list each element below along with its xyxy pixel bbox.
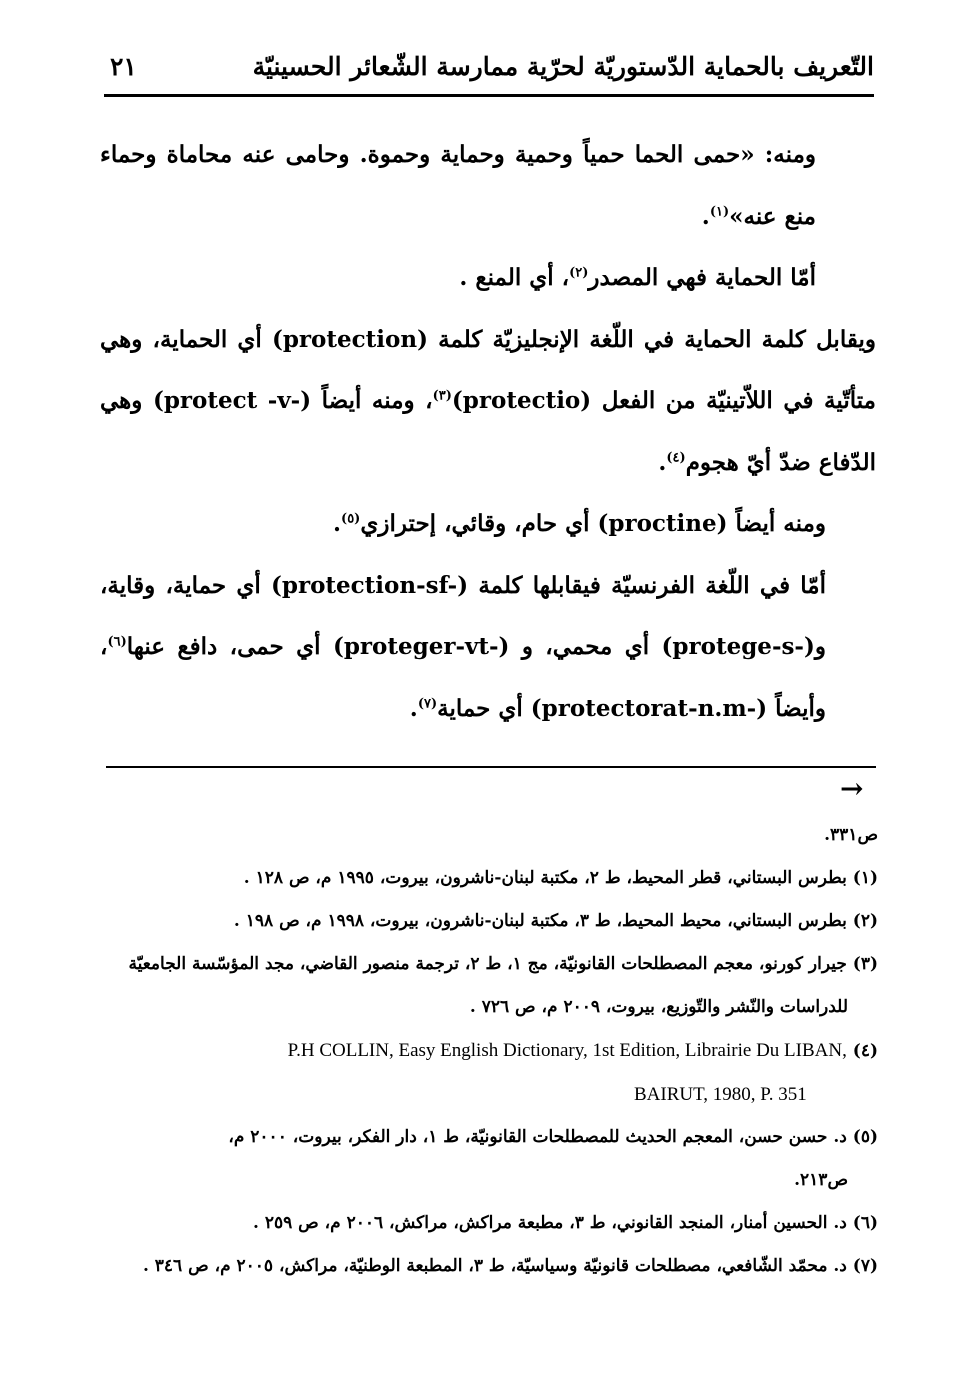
french-term: (protection-sf-) bbox=[270, 571, 469, 599]
latin-term: (protectio) bbox=[451, 387, 592, 414]
footnote-ref-3[interactable]: (٣) bbox=[432, 388, 452, 404]
page-number: ٢١ bbox=[110, 52, 137, 81]
body-text bbox=[100, 124, 876, 739]
footnotes bbox=[96, 814, 878, 1288]
paragraph-4: ومنه أيضاً (proctine) أي حام، وقائي، إحترازي$^{(٥)}$. bbox=[333, 510, 826, 537]
footnote-3-continued: للدراسات والنّشر والتّوزيع، بيروت، ٢٠٠٩ م، ص ٧٢٦ . bbox=[469, 997, 848, 1017]
french-term: (protectorat-n.m-) bbox=[530, 694, 768, 722]
paragraph-5: أمّا في اللّغة الفرنسيّة فيقابلها كلمة (protection-sf-) أي حماية، وقاية، و(protege-s-) أي محمي، و (proteger-vt-) أي حمى، دافع عنها$^{(٦)}$، وأيضاً (protectorat-n.m-) أي حماية$^{(٧)}$. bbox=[100, 571, 826, 722]
paragraph-3: ويقابل كلمة الحماية في اللّغة الإنجليزيّة كلمة (protection) أي الحماية، وهي متأتّية في اللاّتينيّة من الفعل (protectio)$^{(٣)}$، ومنه أيضاً (protect -v-) وهي الدّفاع ضدّ أيّ هجوم$^{(٤)}$. bbox=[100, 325, 876, 476]
footnote-1: (١) بطرس البستاني، قطر المحيط، ط ٢، مكتبة لبنان-ناشرون، بيروت، ١٩٩٥ م، ص ١٢٨ . bbox=[243, 868, 878, 888]
french-term: (protege-s-) bbox=[661, 633, 815, 660]
english-term: (protection) bbox=[271, 325, 428, 353]
footnote-5-continued: ص٢١٣. bbox=[794, 1170, 848, 1190]
footnote-3: (٣) جيرار كورنو، معجم المصطلحات القانونيّة، مج ١، ط ٢، ترجمة منصور القاضي، مجد المؤسّسة الجامعيّة bbox=[128, 954, 878, 974]
paragraph-1: ومنه: «حمى الحما حمياً وحمية وحماية وحموة. وحامى عنه محاماة وحماء منع عنه»$^{(١)}$. bbox=[100, 141, 816, 230]
footnote-ref-5[interactable]: (٥) bbox=[341, 511, 361, 527]
english-term: (proctine) bbox=[597, 510, 728, 537]
footnote-5: (٥) د. حسن حسن، المعجم الحديث للمصطلحات القانونيّة، ط ١، دار الفكر، بيروت، ٢٠٠٠ م، bbox=[228, 1127, 878, 1147]
page-header bbox=[104, 52, 874, 92]
continuation-arrow-icon: → bbox=[840, 772, 864, 805]
header-rule bbox=[104, 94, 874, 97]
footnote-continued: ص٣٣١. bbox=[824, 825, 878, 845]
french-term: (proteger-vt-) bbox=[332, 633, 510, 660]
footnote-ref-1[interactable]: (١) bbox=[709, 203, 730, 219]
footnote-ref-2[interactable]: (٢) bbox=[569, 265, 589, 281]
running-title: التّعريف بالحماية الدّستوريّة لحرّية ممارسة الشّعائر الحسينيّة bbox=[252, 52, 874, 81]
footnote-ref-4[interactable]: (٤) bbox=[666, 449, 686, 465]
footnote-ref-7[interactable]: (٧) bbox=[417, 695, 438, 711]
paragraph-2: أمّا الحماية فهي المصدر$^{(٢)}$، أي المنع . bbox=[459, 264, 816, 291]
footnote-7: (٧) د. محمّد الشّافعي، مصطلحات قانونيّة وسياسيّة، ط ٣، المطبعة الوطنيّة، مراكش، ٢٠٠٥ م، ص ٣٤٦ . bbox=[142, 1256, 878, 1276]
footnote-ref-6[interactable]: (٦) bbox=[107, 634, 127, 650]
footnote-6: (٦) د. الحسين أمنار، المنجد القانوني، ط ٣، مطبعة مراكش، مراكش، ٢٠٠٦ م، ص ٢٥٩ . bbox=[252, 1213, 878, 1233]
footnote-rule bbox=[106, 766, 876, 768]
footnote-4-continued: BAIRUT, 1980, P. 351 bbox=[634, 1084, 807, 1105]
footnote-4: (٤) P.H COLLIN, Easy English Dictionary, 1st Edition, Librairie Du LIBAN, bbox=[287, 1040, 878, 1061]
footnote-2: (٢) بطرس البستاني، محيط المحيط، ط ٣، مكتبة لبنان-ناشرون، بيروت، ١٩٩٨ م، ص ١٩٨ . bbox=[233, 911, 878, 931]
english-term: (protect -v-) bbox=[152, 387, 312, 414]
